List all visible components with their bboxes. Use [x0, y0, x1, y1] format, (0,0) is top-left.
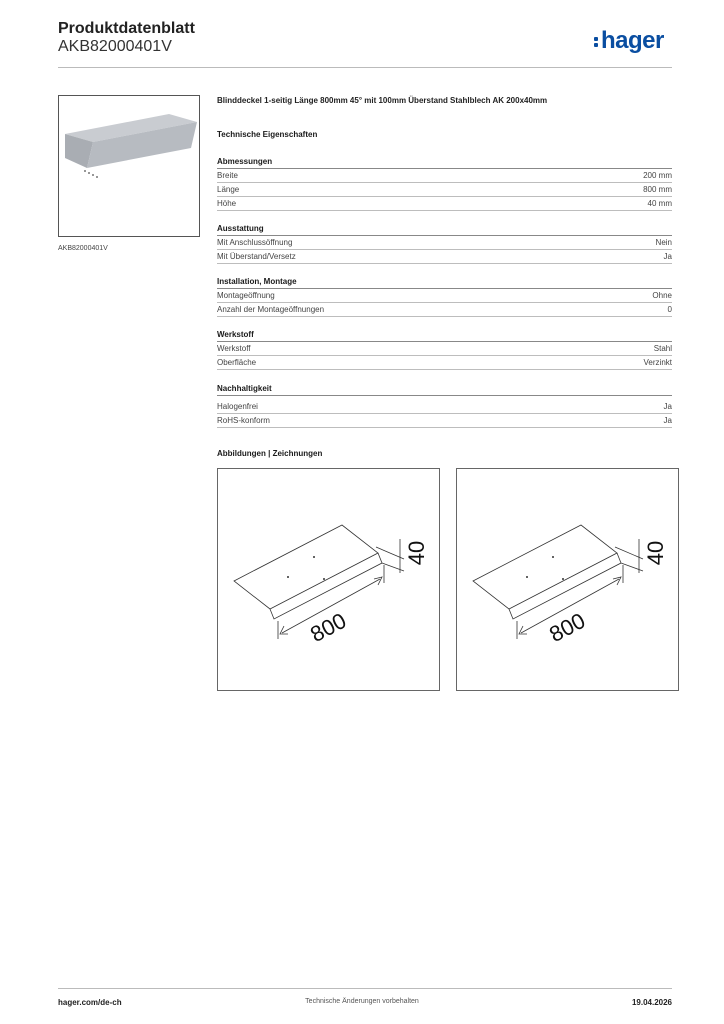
group-title-material: Werkstoff [217, 330, 672, 342]
group-title-equipment: Ausstattung [217, 224, 672, 236]
spec-label: Werkstoff [217, 344, 251, 353]
hager-logo[interactable] [594, 27, 664, 55]
group-title-sustainability: Nachhaltigkeit [217, 384, 672, 396]
spec-value: 200 mm [643, 171, 672, 180]
footer-date: 19.04.2026 [631, 998, 672, 1007]
spec-label: RoHS-konform [217, 416, 270, 425]
spec-row [217, 289, 672, 303]
logo-text: hager [601, 27, 664, 54]
length-dimension-label: 800 [545, 607, 590, 648]
product-image [58, 95, 200, 237]
spec-row [217, 303, 672, 317]
spec-label: Montageöffnung [217, 291, 275, 300]
spec-label: Halogenfrei [217, 402, 258, 411]
dimension-drawing-icon [218, 469, 439, 690]
spec-row [217, 197, 672, 211]
spec-label: Mit Anschlussöffnung [217, 238, 293, 247]
technical-drawing [217, 468, 440, 691]
spec-row [217, 414, 672, 428]
spec-label: Länge [217, 185, 240, 194]
spec-label: Mit Überstand/Versetz [217, 252, 296, 261]
spec-value: Stahl [653, 344, 672, 353]
product-description: Blinddeckel 1-seitig Länge 800mm 45° mit 100mm Überstand Stahlblech AK 200x40mm [217, 96, 548, 105]
article-number: AKB82000401V [58, 38, 172, 55]
spec-value: Ja [663, 252, 672, 261]
spec-label: Anzahl der Montageöffnungen [217, 305, 325, 314]
technical-drawing [456, 468, 679, 691]
spec-label: Breite [217, 171, 238, 180]
dimension-drawing-icon [457, 469, 678, 690]
spec-row [217, 342, 672, 356]
height-dimension-label: 40 [404, 540, 429, 566]
length-dimension-label: 800 [306, 607, 351, 648]
spec-label: Oberfläche [217, 358, 257, 367]
spec-value: 0 [667, 305, 672, 314]
spec-value: Ohne [652, 291, 672, 300]
spec-value: Verzinkt [643, 358, 672, 367]
spec-row [217, 236, 672, 250]
spec-value: Nein [655, 238, 672, 247]
group-title-installation: Installation, Montage [217, 277, 672, 289]
spec-row [217, 250, 672, 264]
spec-value: 800 mm [643, 185, 672, 194]
cover-plate-icon [59, 96, 199, 236]
spec-row [217, 183, 672, 197]
spec-value: Ja [663, 402, 672, 411]
group-title-dimensions: Abmessungen [217, 157, 672, 169]
product-image-caption: AKB82000401V [58, 245, 108, 252]
header-divider [58, 67, 672, 68]
spec-row [217, 169, 672, 183]
footer-notice: Technische Änderungen vorbehalten [305, 998, 419, 1005]
spec-value: Ja [663, 416, 672, 425]
spec-row [217, 400, 672, 414]
footer-website-link[interactable]: hager.com/de-ch [58, 998, 122, 1007]
spec-label: Höhe [217, 199, 237, 208]
spec-value: 40 mm [647, 199, 672, 208]
height-dimension-label: 40 [643, 540, 668, 566]
tech-heading: Technische Eigenschaften [217, 130, 318, 139]
spec-row [217, 356, 672, 370]
page-title: Produktdatenblatt [58, 20, 195, 37]
footer-divider [58, 988, 672, 989]
drawings-heading: Abbildungen | Zeichnungen [217, 449, 323, 458]
logo-dots-icon [594, 35, 599, 49]
